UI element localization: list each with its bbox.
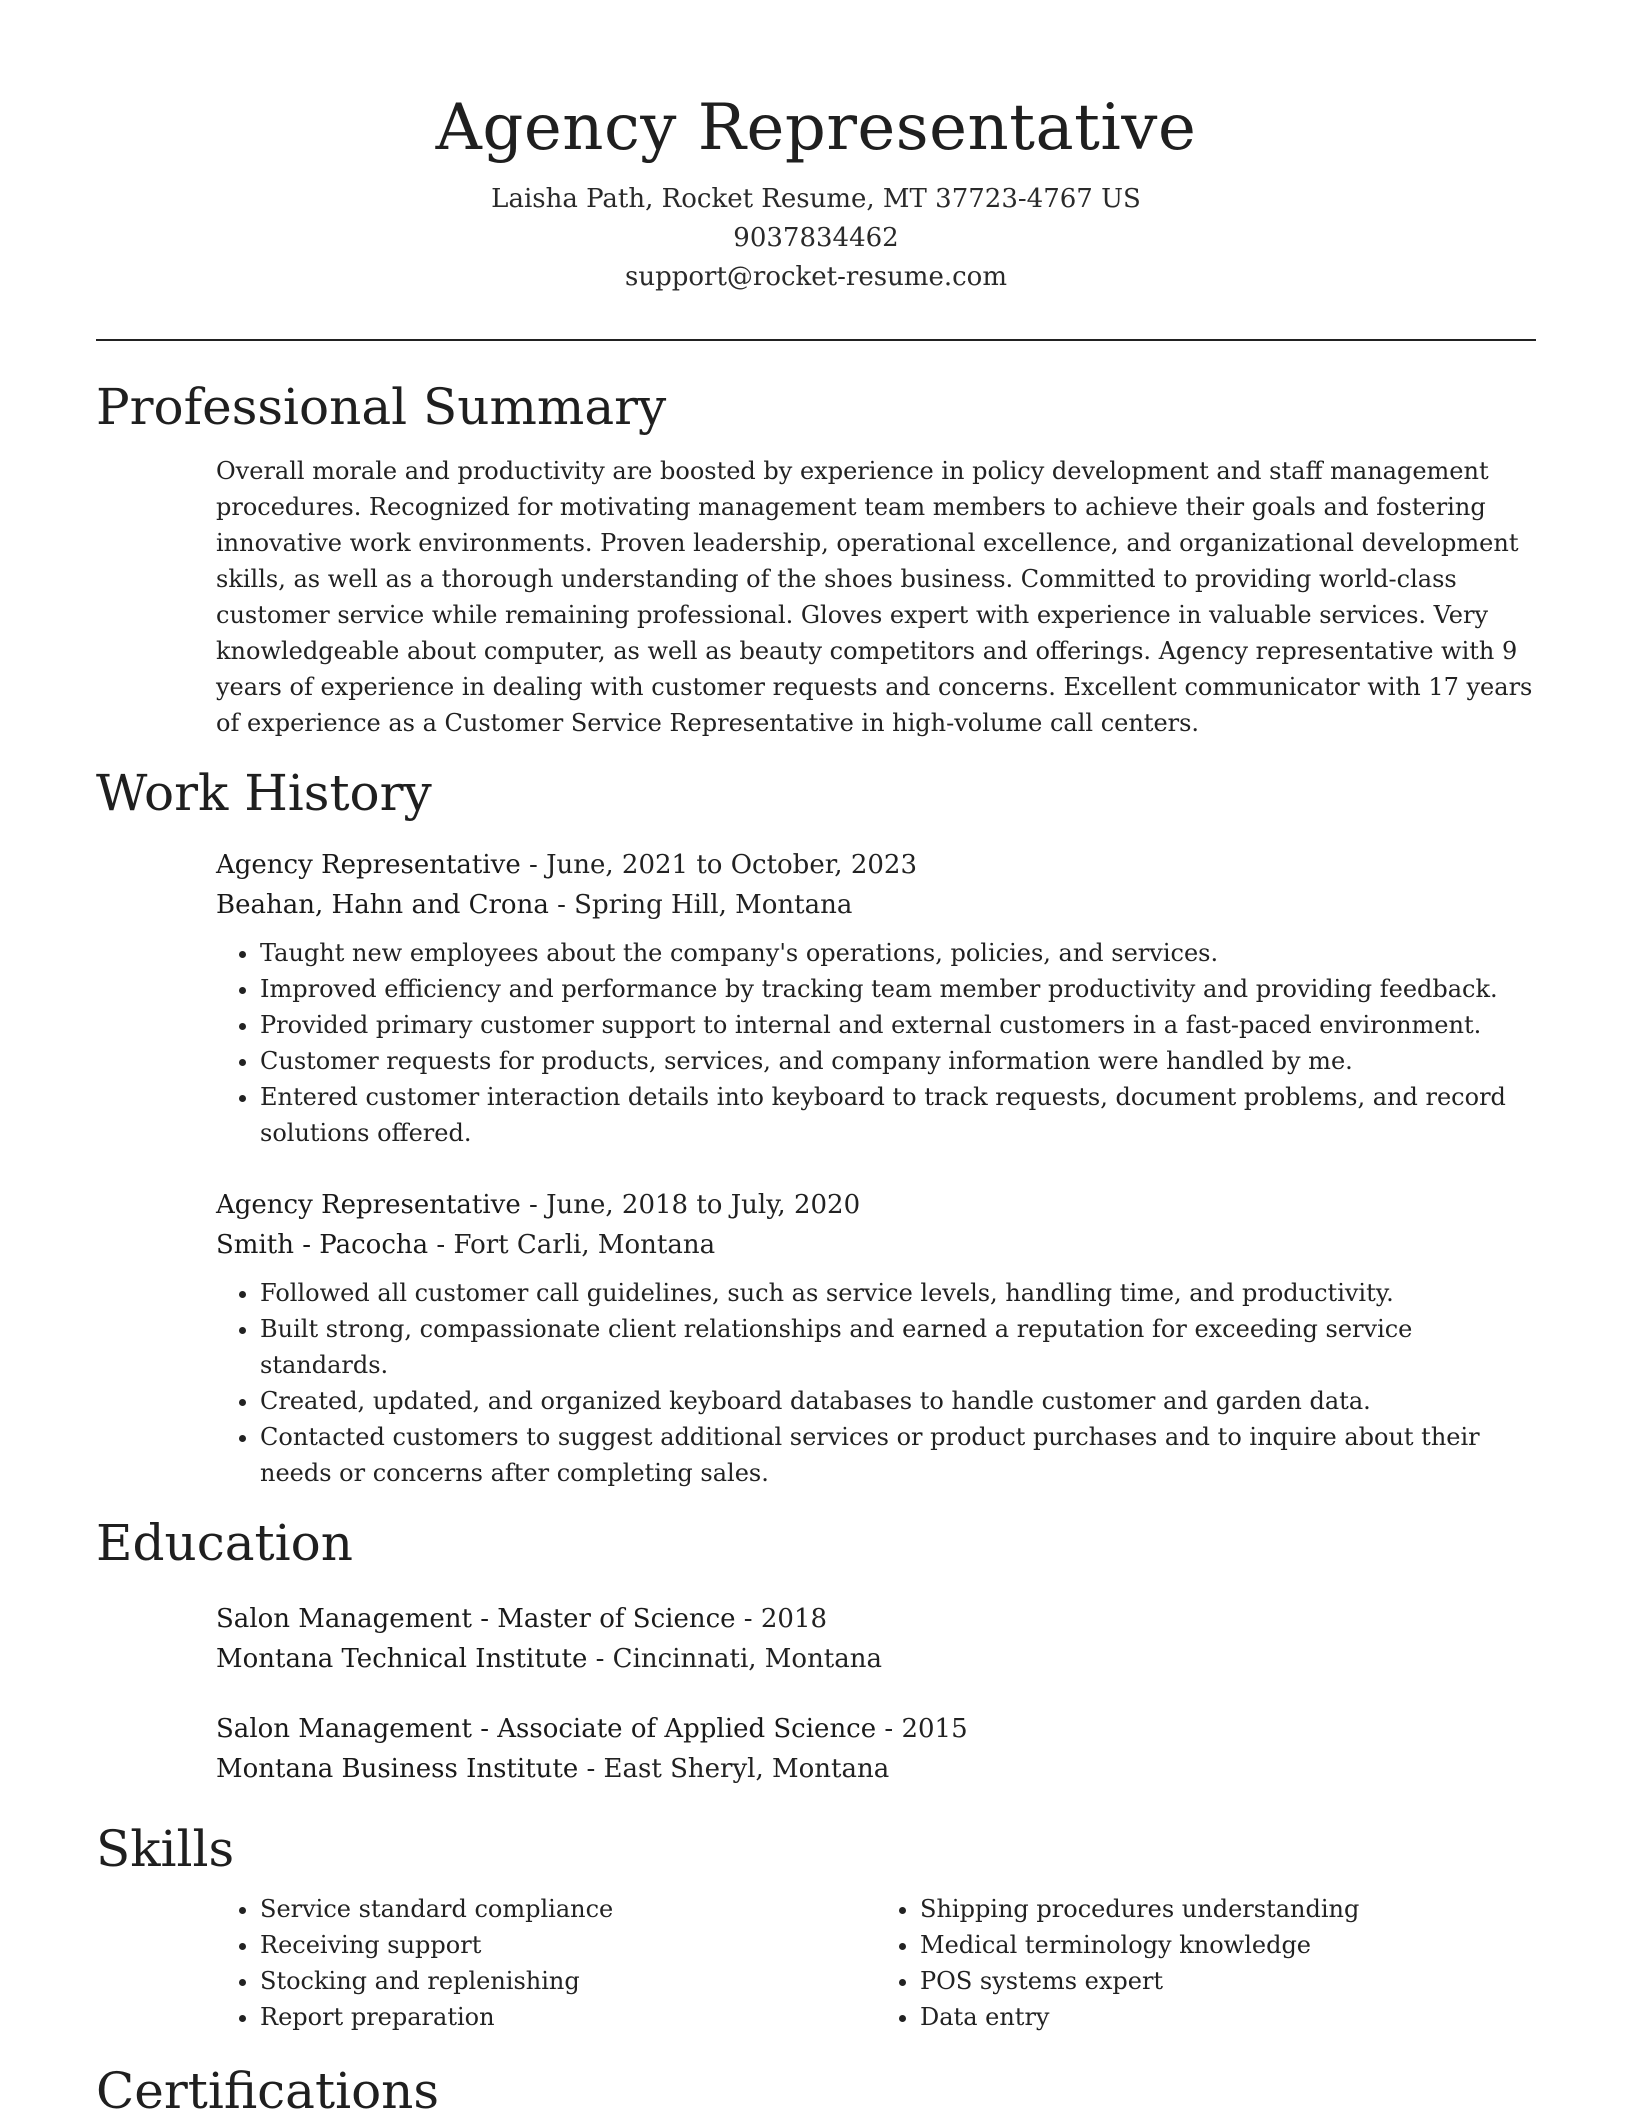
contact-email: support@rocket-resume.com (624, 262, 1007, 292)
contact-block (96, 180, 1536, 297)
job-entry (216, 1185, 1536, 1491)
list-item: • Customer requests for products, services, and company information were handled by me. (260, 1043, 1536, 1079)
education-entry (216, 1709, 1536, 1789)
education-school-line (216, 1749, 1536, 1789)
job-company-line (216, 885, 1536, 925)
job-dates: - June, 2018 to July, 2020 (520, 1190, 861, 1220)
job-dates: - June, 2021 to October, 2023 (520, 850, 917, 880)
job-bullets (216, 1275, 1536, 1491)
section-title-education: Education (96, 1514, 353, 1572)
education-school: Montana Business Institute (216, 1754, 579, 1784)
job-role-line (216, 845, 1536, 885)
job-company-line (216, 1225, 1536, 1265)
education-field: Salon Management - Master of Science (216, 1604, 736, 1634)
header-divider (96, 339, 1536, 341)
list-item: • Data entry (920, 1999, 1536, 2035)
education-location: - East Sheryl, Montana (578, 1754, 890, 1784)
job-company: Beahan, Hahn and Crona (216, 890, 549, 920)
contact-address: Laisha Path, Rocket Resume, MT 37723-4767 US (491, 184, 1141, 214)
job-location: - Spring Hill, Montana (548, 890, 853, 920)
job-role: Agency Representative (216, 850, 521, 880)
list-item: • Entered customer interaction details into keyboard to track requests, document problems, and record solutions offered. (260, 1079, 1536, 1151)
section-title-summary: Professional Summary (96, 378, 667, 436)
list-item: • Report preparation (260, 1999, 876, 2035)
list-item: • Created, updated, and organized keyboard databases to handle customer and garden data. (260, 1383, 1536, 1419)
skills-column-left (216, 1891, 876, 2035)
list-item: • POS systems expert (920, 1963, 1536, 1999)
education-year: - 2015 (876, 1714, 968, 1744)
education-degree-line (216, 1599, 1536, 1639)
list-item: • Shipping procedures understanding (920, 1891, 1536, 1927)
list-item: • Receiving support (260, 1927, 876, 1963)
job-bullets (216, 935, 1536, 1151)
list-item: • Service standard compliance (260, 1891, 876, 1927)
section-title-work-history: Work History (96, 764, 432, 822)
resume-page (96, 0, 1536, 2121)
job-location: - Fort Carli, Montana (428, 1230, 716, 1260)
job-company: Smith - Pacocha (216, 1230, 429, 1260)
skills-column-right (876, 1891, 1536, 2035)
education-degree-line (216, 1709, 1536, 1749)
list-item: • Followed all customer call guidelines, such as service levels, handling time, and productivity. (260, 1275, 1536, 1311)
list-item: • Provided primary customer support to internal and external customers in a fast-paced environment. (260, 1007, 1536, 1043)
job-entry (216, 845, 1536, 1151)
job-role-line (216, 1185, 1536, 1225)
list-item: • Contacted customers to suggest additional services or product purchases and to inquire about their needs or concerns after completing sales. (260, 1419, 1536, 1491)
contact-phone: 9037834462 (733, 223, 899, 253)
education-school-line (216, 1639, 1536, 1679)
education-school: Montana Technical Institute (216, 1644, 588, 1674)
list-item: • Built strong, compassionate client relationships and earned a reputation for exceeding service standards. (260, 1311, 1536, 1383)
education-year: - 2018 (735, 1604, 828, 1634)
skills-grid (216, 1891, 1536, 2035)
summary-text: Overall morale and productivity are boosted by experience in policy development and staff management procedures. Recognized for motivating management team members to achieve their goals and fostering innovative work environments. Proven leadership, operational excellence, and organizational development skills, as well as a thorough understanding of the shoes business. Committed to providing world-class customer service while remaining professional. Gloves expert with experience in valuable services. Very knowledgeable about computer, as well as beauty competitors and offerings. Agency representative with 9 years of experience in dealing with customer requests and concerns. Excellent communicator with 17 years of experience as a Customer Service Representative in high-volume call centers. (216, 457, 1533, 737)
job-role: Agency Representative (216, 1190, 521, 1220)
section-title-certifications: Certifications (96, 2062, 440, 2120)
list-item: • Medical terminology knowledge (920, 1927, 1536, 1963)
list-item: • Improved efficiency and performance by tracking team member productivity and providing feedback. (260, 971, 1536, 1007)
education-entry (216, 1599, 1536, 1679)
candidate-title: Agency Representative (435, 91, 1197, 165)
education-field: Salon Management - Associate of Applied Science (216, 1714, 877, 1744)
section-title-skills: Skills (96, 1820, 235, 1878)
list-item: • Taught new employees about the company's operations, policies, and services. (260, 935, 1536, 971)
education-location: - Cincinnati, Montana (587, 1644, 883, 1674)
list-item: • Stocking and replenishing (260, 1963, 876, 1999)
resume-header (96, 0, 1536, 297)
